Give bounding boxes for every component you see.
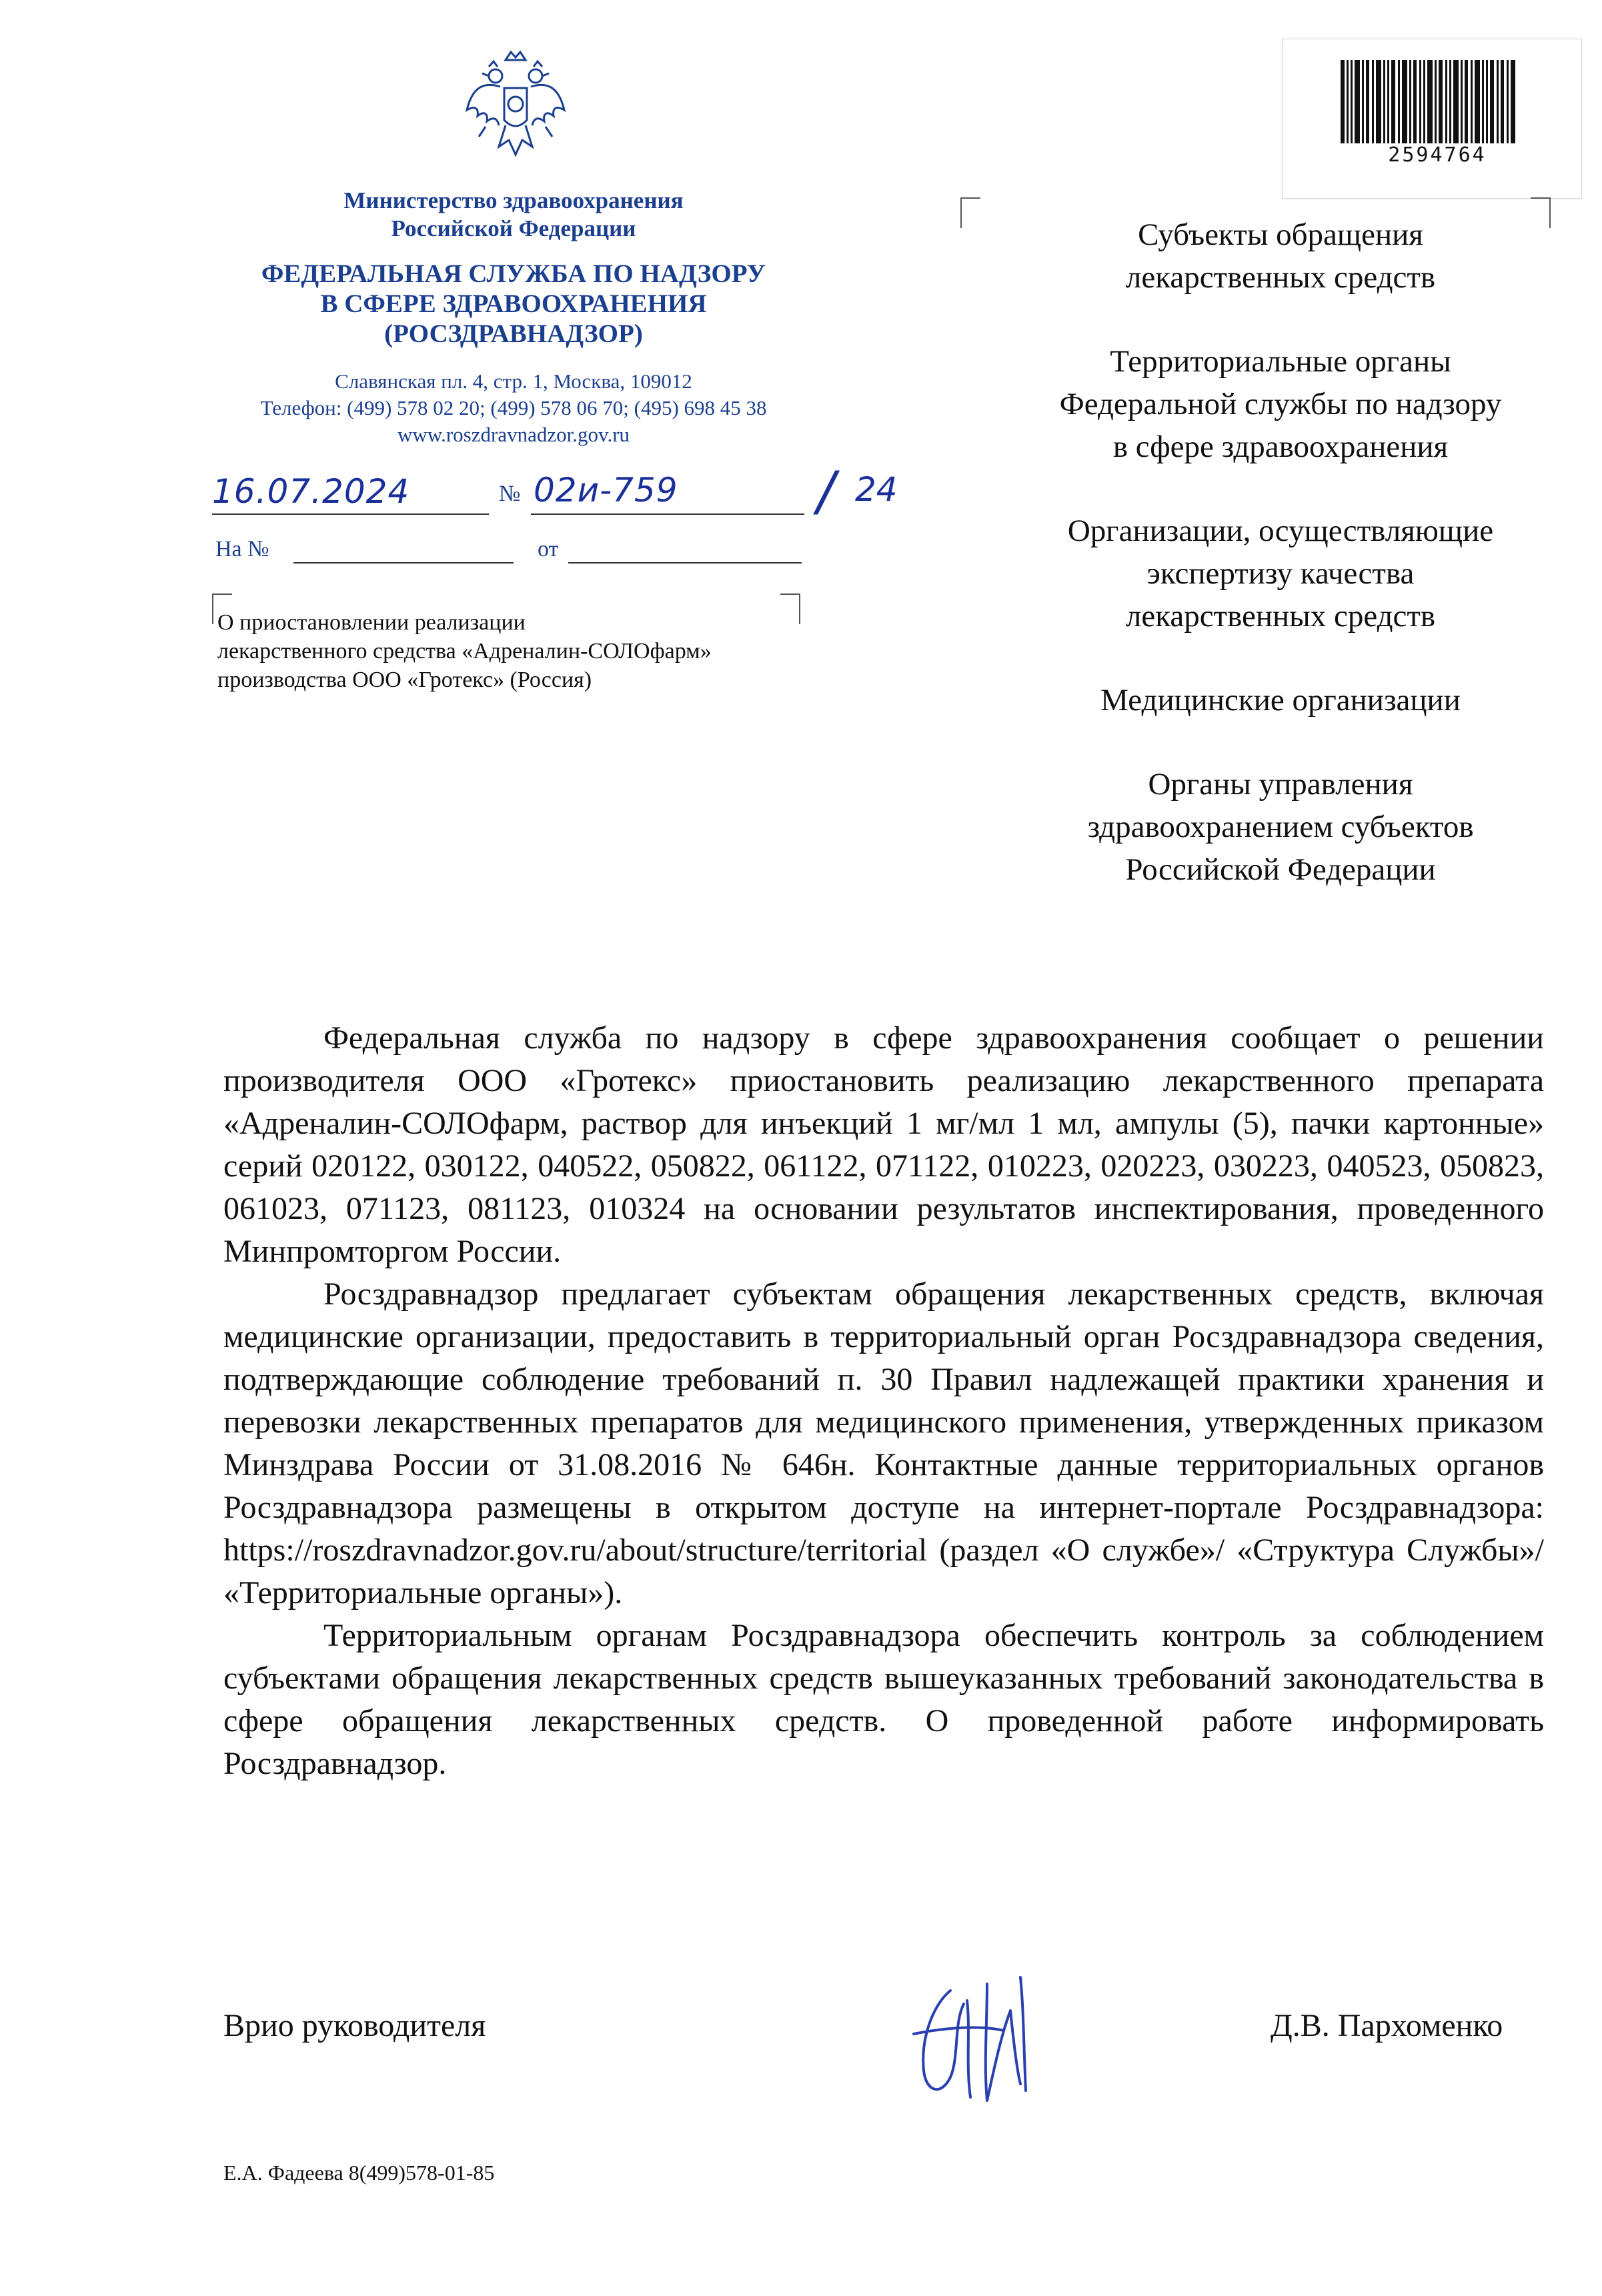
addressee-item [967, 213, 1594, 299]
executor-contact: Е.А. Фадеева 8(499)578-01-85 [223, 2161, 495, 2185]
number-underline [531, 513, 804, 515]
addressee-line: Территориальные органы [1110, 344, 1451, 379]
number-slash: / [817, 460, 835, 522]
number-sign: № [499, 481, 521, 506]
reply-number-field [293, 562, 514, 563]
addressee-line: здравоохранением субъектов [1087, 810, 1474, 844]
subject-line2: лекарственного средства «Адреналин-СОЛОфарм» [217, 639, 712, 664]
date-underline [212, 513, 489, 515]
addressee-block [967, 213, 1594, 932]
addressee-line: Федеральной службы по надзору [1059, 387, 1502, 421]
addressee-item [967, 763, 1594, 891]
addressee-line: в сфере здравоохранения [1112, 429, 1449, 464]
addressee-item [967, 340, 1594, 468]
addressee-item [967, 509, 1594, 638]
agency-address: Славянская пл. 4, стр. 1, Москва, 109012 [335, 369, 692, 393]
letter-body [223, 1017, 1544, 1785]
agency-phones: Телефон: (499) 578 02 20; (499) 578 06 70; (495) 698 45 38 [260, 396, 767, 419]
addressee-line: Органы управления [1148, 767, 1413, 802]
letter-subject [217, 608, 924, 694]
ministry-name [247, 187, 780, 243]
agency-line1: ФЕДЕРАЛЬНАЯ СЛУЖБА ПО НАДЗОРУ [261, 259, 766, 288]
ministry-line2: Российской Федерации [391, 215, 636, 241]
handwritten-signature-icon [887, 1964, 1054, 2114]
body-paragraph: Территориальным органам Росздравнадзора обеспечить контроль за соблюдением субъектами обращения лекарственных средств вышеуказанных требований законодательства в сфере обращения лекарственных средств. О проведенной работе информировать Росздравнадзор. [223, 1618, 1544, 1781]
double-headed-eagle-icon [459, 47, 572, 169]
subject-line3: производства ООО «Гротекс» (Россия) [217, 668, 592, 692]
addressee-line: лекарственных средств [1125, 599, 1436, 634]
reply-from-label: от [538, 537, 559, 561]
subject-line1: О приостановлении реализации [217, 610, 526, 635]
signatory-name: Д.В. Пархоменко [1271, 2008, 1503, 2043]
agency-line2: В СФЕРЕ ЗДРАВООХРАНЕНИЯ [320, 289, 707, 318]
reply-date-field [568, 562, 802, 563]
body-paragraph: Федеральная служба по надзору в сфере здравоохранения сообщает о решении производителя ООО «Гротекс» приостановить реализацию лекарственного препарата «Адреналин-СОЛОфарм, раствор для инъекций 1 мг/мл 1 мл, ампулы (5), пачки картонные» серий 020122, 030122, 040522, 050822, 061122, 071122, 010223, 020223, 030223, 040523, 050823, 061023, 071123, 081123, 010324 на основании результатов инспектирования, проведенного Минпромторгом России. [223, 1020, 1544, 1269]
agency-line3: (РОСЗДРАВНАДЗОР) [384, 319, 643, 348]
addressee-line: Субъекты обращения [1138, 217, 1423, 252]
registration-number: 02и-759 [534, 471, 678, 509]
registration-suffix: 24 [855, 470, 898, 509]
agency-website: www.roszdravnadzor.gov.ru [397, 423, 630, 446]
barcode-number: 2594764 [1388, 143, 1487, 167]
ministry-line1: Министерство здравоохранения [343, 187, 684, 213]
addressee-line: Организации, осуществляющие [1067, 513, 1494, 548]
barcode-icon [1341, 60, 1515, 143]
registration-date: 16.07.2024 [212, 472, 410, 511]
addressee-line: лекарственных средств [1125, 260, 1436, 295]
addressee-item [967, 679, 1594, 722]
addressee-line: Медицинские организации [1100, 683, 1461, 718]
reply-number-label: На № [215, 537, 269, 561]
body-paragraph: Росздравнадзор предлагает субъектам обращения лекарственных средств, включая медицинские организации, предоставить в территориальный орган Росздравнадзора сведения, подтверждающие соблюдение требований п. 30 Правил надлежащей практики хранения и перевозки лекарственных препаратов для медицинского применения, утвержденных приказом Минздрава России от 31.08.2016 № 646н. Контактные данные территориальных органов Росздравнадзора размещены в открытом доступе на интернет-портале Росздравнадзора: https://roszdravnadzor.gov.ru/about/structure/territorial (раздел «О службе»/ «Структура Службы»/ «Территориальные органы»). [223, 1276, 1544, 1610]
signatory-position: Врио руководителя [223, 2008, 486, 2043]
addressee-line: экспертизу качества [1146, 556, 1415, 591]
addressee-line: Российской Федерации [1125, 852, 1436, 887]
agency-name [200, 259, 827, 349]
agency-contacts [167, 368, 860, 448]
